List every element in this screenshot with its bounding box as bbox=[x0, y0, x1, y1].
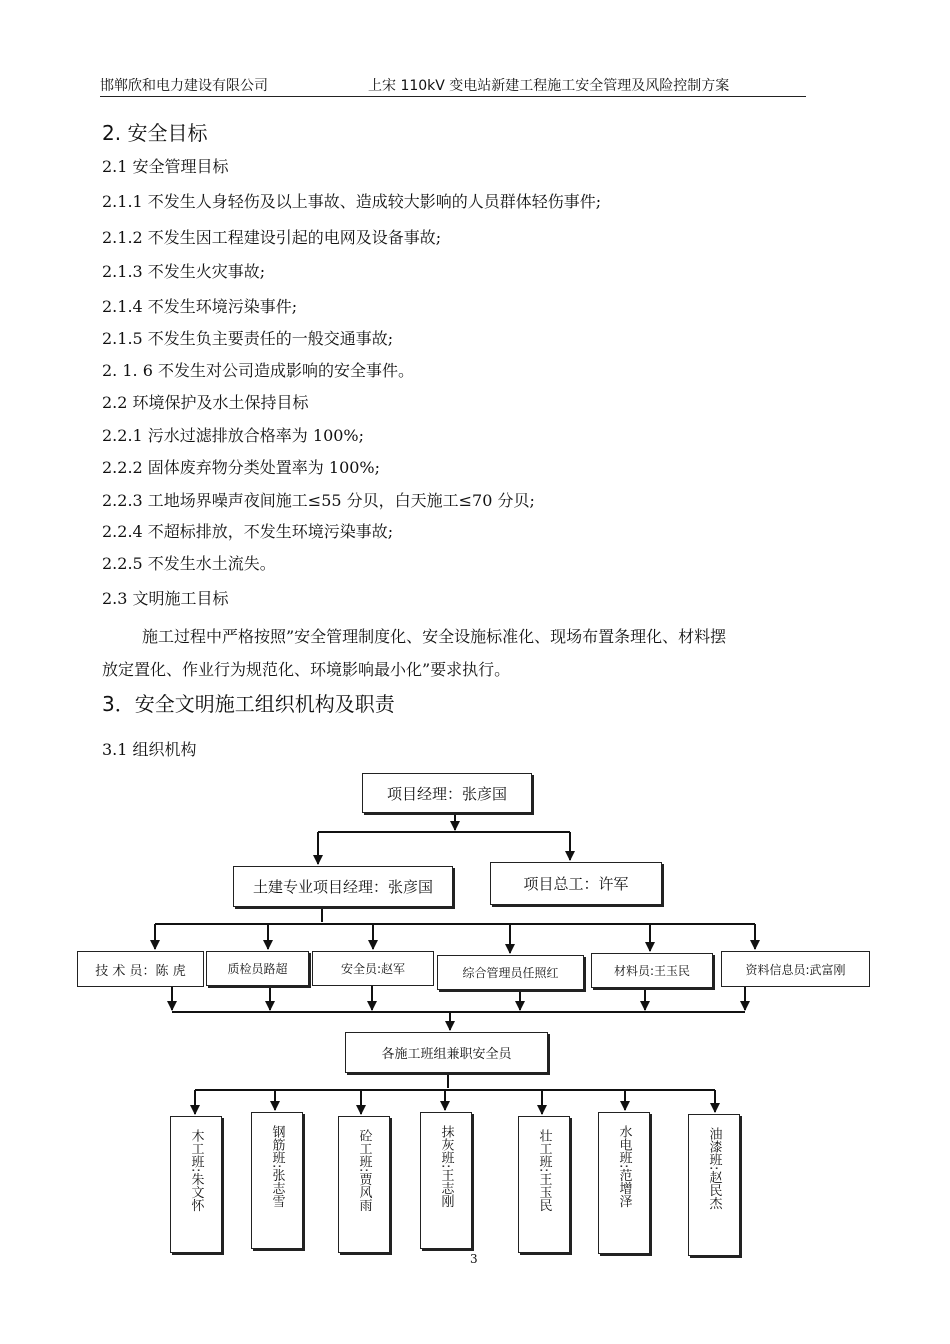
env-item: 2.2.4 不超标排放，不发生环境污染事故; bbox=[102, 522, 394, 541]
org-node-civil-manager: 土建专业项目经理：张彦国 bbox=[233, 866, 453, 907]
org-node-team-labor bbox=[518, 1116, 570, 1253]
env-item: 2.2.5 不发生水土流失。 bbox=[102, 554, 276, 573]
team-label: 水电班:范增泽 bbox=[616, 1125, 632, 1208]
goal-item: 2.1.3 不发生火灾事故; bbox=[102, 262, 266, 281]
org-node-team-plastering bbox=[420, 1112, 472, 1249]
section-2-1-title: 2.1 安全管理目标 bbox=[102, 157, 229, 176]
section-2-3-title: 2.3 文明施工目标 bbox=[102, 589, 229, 608]
org-node-team-plumbing-electric bbox=[598, 1112, 650, 1254]
team-label: 砼工班:贾风雨 bbox=[356, 1129, 372, 1212]
section-2-2-title: 2.2 环境保护及水土保持目标 bbox=[102, 393, 309, 412]
paragraph-line: 施工过程中严格按照”安全管理制度化、安全设施标准化、现场布置条理化、材料摆 bbox=[142, 627, 727, 646]
team-label: 抹灰班:王志刚 bbox=[438, 1125, 454, 1208]
env-item: 2.2.3 工地场界噪声夜间施工≤55 分贝，白天施工≤70 分贝; bbox=[102, 491, 535, 510]
page-number: 3 bbox=[470, 1252, 478, 1266]
team-label: 油漆班:赵民杰 bbox=[706, 1127, 722, 1210]
goal-item: 2.1.5 不发生负主要责任的一般交通事故; bbox=[102, 329, 394, 348]
env-item: 2.2.2 固体废弃物分类处置率为 100%; bbox=[102, 458, 381, 477]
section-3-title: 3．安全文明施工组织机构及职责 bbox=[102, 692, 395, 716]
org-node-technician: 技 术 员：陈 虎 bbox=[77, 951, 204, 987]
goal-item: 2.1.2 不发生因工程建设引起的电网及设备事故; bbox=[102, 228, 442, 247]
org-node-chief-engineer: 项目总工：许军 bbox=[490, 862, 662, 905]
org-node-general-admin: 综合管理员任照红 bbox=[437, 955, 584, 990]
goal-item: 2. 1. 6 不发生对公司造成影响的安全事件。 bbox=[102, 361, 414, 380]
header-doc-title: 上宋 110kV 变电站新建工程施工安全管理及风险控制方案 bbox=[368, 78, 730, 94]
env-item: 2.2.1 污水过滤排放合格率为 100%; bbox=[102, 426, 365, 445]
team-label: 钢筋班:张志雪 bbox=[269, 1125, 285, 1208]
org-node-safety-officer: 安全员:赵军 bbox=[312, 951, 434, 986]
org-node-material-officer: 材料员:王玉民 bbox=[591, 953, 713, 988]
org-node-team-painting bbox=[688, 1114, 740, 1256]
section-3-1-title: 3.1 组织机构 bbox=[102, 740, 197, 759]
goal-item: 2.1.1 不发生人身轻伤及以上事故、造成较大影响的人员群体轻伤事件; bbox=[102, 192, 602, 211]
org-node-project-manager: 项目经理：张彦国 bbox=[362, 773, 532, 813]
org-node-document-officer: 资料信息员:武富刚 bbox=[721, 951, 870, 987]
header-company: 邯郸欣和电力建设有限公司 bbox=[100, 78, 268, 94]
org-node-team-concrete bbox=[338, 1116, 390, 1253]
org-node-team-rebar bbox=[251, 1112, 303, 1249]
section-2-title: 2. 安全目标 bbox=[102, 121, 208, 145]
org-node-team-carpentry bbox=[170, 1116, 222, 1253]
team-label: 木工班:朱文怀 bbox=[188, 1129, 204, 1212]
org-node-quality-inspector: 质检员路超 bbox=[206, 951, 309, 986]
org-node-team-safety-officers: 各施工班组兼职安全员 bbox=[345, 1032, 548, 1073]
paragraph-line: 放定置化、作业行为规范化、环境影响最小化”要求执行。 bbox=[102, 660, 511, 679]
team-label: 壮工班:王玉民 bbox=[536, 1129, 552, 1212]
goal-item: 2.1.4 不发生环境污染事件; bbox=[102, 297, 298, 316]
